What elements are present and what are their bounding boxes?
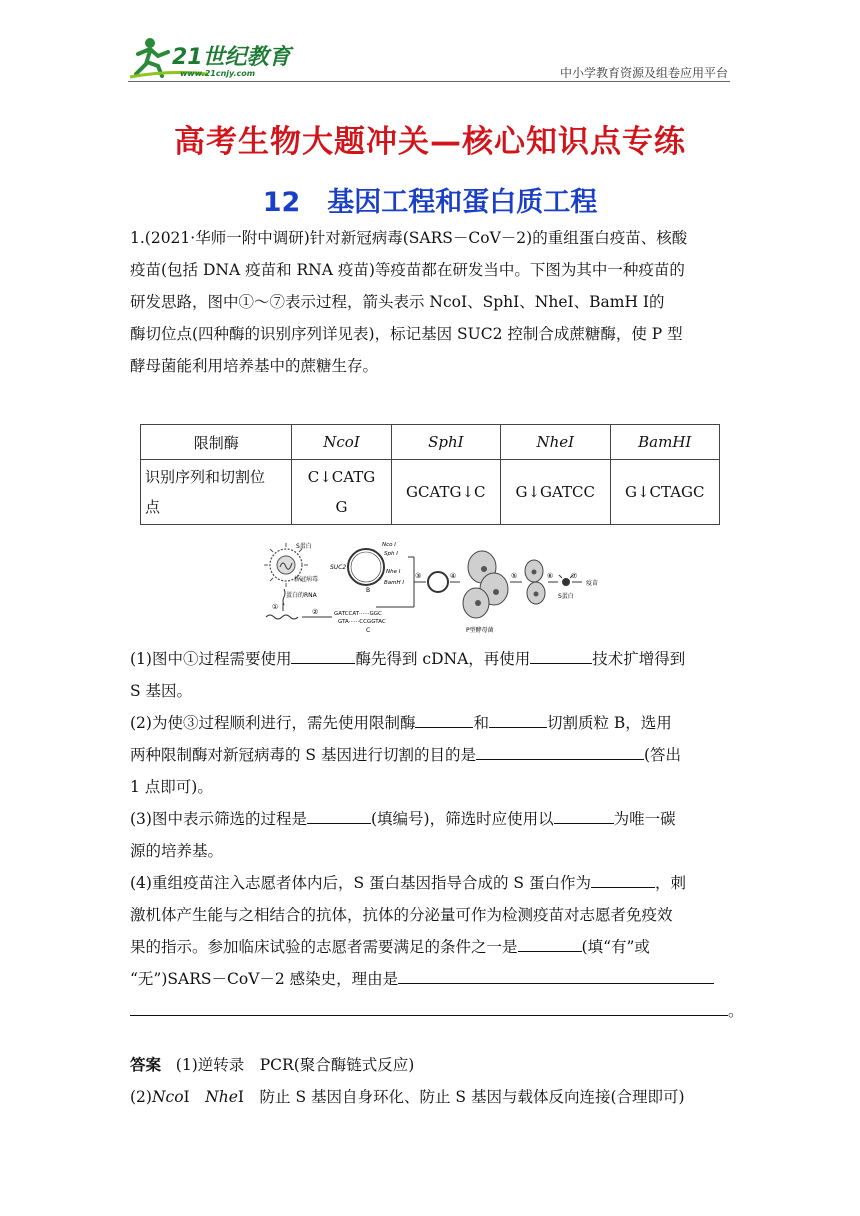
answer-blank[interactable] [130, 999, 728, 1016]
table-header-cell [391, 425, 500, 460]
q2-line: 1 点即可)。 [130, 778, 213, 796]
sub-questions [130, 643, 744, 1027]
plasmid-icon [348, 549, 384, 585]
row-label-line: 识别序列和切割位 [145, 468, 266, 486]
answer-blank[interactable] [307, 807, 371, 824]
step-2: ② [312, 608, 319, 616]
s-protein-label-2: S蛋白 [558, 593, 574, 600]
step-1: ① [272, 603, 279, 611]
q4-text: 果的指示。参加临床试验的志愿者需要满足的条件之一是 [130, 938, 518, 956]
table-row [141, 460, 720, 525]
answer-blank[interactable] [518, 935, 582, 952]
answer-line [130, 1049, 730, 1081]
q1-text: 技术扩增得到 [592, 650, 686, 668]
answer-section [130, 1049, 730, 1113]
enzyme-name: SphⅠ [428, 433, 464, 451]
step-7: ⑦ [571, 572, 578, 580]
q4-text: “无”)SARS－CoV－2 感染史，理由是 [130, 970, 399, 988]
table-header-row [141, 425, 720, 460]
virus-label: 新冠病毒 [294, 576, 319, 583]
seq-bottom: GTA······CCGGTAC [338, 619, 386, 625]
answer-blank[interactable] [530, 647, 592, 664]
answer-blank[interactable] [415, 711, 473, 728]
table-header-cell [292, 425, 391, 460]
question-intro [130, 222, 730, 382]
q4-text: 。 [728, 1002, 744, 1020]
q4-text: (4)重组疫苗注入志愿者体内后，S 蛋白基因指导合成的 S 蛋白作为 [130, 874, 591, 892]
rna-label: 蛋白的RNA [286, 592, 317, 599]
nco-site-line: G [335, 498, 348, 516]
q4-line [130, 963, 730, 995]
intro-line: 研发思路，图中①～⑦表示过程，箭头表示 NcoⅠ、SphⅠ、NheⅠ、BamH Ⅰ的 [130, 293, 665, 311]
seq-top: GATCCAT······GGC [334, 611, 382, 617]
nco-site [292, 460, 391, 525]
header-divider [128, 81, 730, 82]
q3-text: (3)图中表示筛选的过程是 [130, 810, 307, 828]
row-label [141, 460, 292, 525]
answer-label: 答案 [130, 1056, 162, 1074]
answer-blank[interactable] [489, 711, 547, 728]
recombinant-plasmid-icon [428, 572, 448, 592]
enzyme-table [140, 424, 720, 525]
fragment-c-label: C [366, 627, 371, 634]
answer-blank[interactable] [291, 647, 355, 664]
q2-line [130, 707, 730, 739]
table-header-cell: 限制酶 [141, 425, 292, 460]
sub-title: 12 基因工程和蛋白质工程 [262, 187, 598, 218]
q2-text: (2)为使③过程顺利进行，需先使用限制酶 [130, 714, 416, 732]
intro-line: 酶切位点(四种酶的识别序列详见表)，标记基因 SUC2 控制合成蔗糖酶，使 P 型 [130, 325, 683, 343]
q4-line [130, 931, 730, 963]
answer-line [130, 1081, 730, 1113]
platform-name: 中小学教育资源及组卷应用平台 [559, 66, 728, 80]
enzyme-name: BamHⅠ [638, 433, 692, 451]
row-label-line: 点 [145, 498, 161, 516]
table-header-cell [501, 425, 610, 460]
bam-site: G↓CTAGC [610, 460, 720, 525]
intro-line: 疫苗(包括 DNA 疫苗和 RNA 疫苗)等疫苗都在研发当中。下图为其中一种疫苗的 [130, 261, 685, 279]
enzyme-name: NheⅠ [536, 433, 575, 451]
sph-site-label: Sph Ⅰ [384, 551, 398, 557]
q2-text: 切割质粒 B，选用 [546, 714, 672, 732]
yeast-label: P型酵母菌 [466, 627, 494, 634]
suc2-label: SUC2 [330, 564, 347, 571]
selected-yeast-icon [525, 560, 545, 604]
step-4: ④ [450, 572, 457, 580]
intro-line: 1.(2021·华师一附中调研)针对新冠病毒(SARS－CoV－2)的重组蛋白疫苗、核酸 [130, 229, 688, 247]
answer-blank[interactable] [476, 743, 644, 760]
nhe-site: G↓GATCC [501, 460, 610, 525]
logo [128, 34, 298, 80]
vaccine-label: 疫苗 [586, 580, 599, 587]
bam-site-label: BamH Ⅰ [384, 580, 405, 586]
answer-text: (2) [130, 1088, 152, 1106]
answer-blank[interactable] [554, 807, 614, 824]
nco-site-label: Nco Ⅰ [382, 542, 396, 548]
q2-text: 两种限制酶对新冠病毒的 S 基因进行切割的目的是 [130, 746, 476, 764]
nco-site-line: C↓CATG [307, 468, 376, 486]
q1-text: 酶先得到 cDNA，再使用 [355, 650, 531, 668]
logo-text: 21世纪教育 [172, 45, 291, 70]
q4-line: 激机体产生能与之相结合的抗体，抗体的分泌量可作为检测疫苗对志愿者免疫效 [130, 906, 673, 924]
step-6: ⑥ [547, 572, 554, 580]
q4-text: (填“有”或 [581, 938, 650, 956]
intro-line: 酵母菌能利用培养基中的蔗糖生存。 [130, 357, 379, 375]
yeast-cells-icon [463, 551, 508, 618]
nhe-site-label: Nhe Ⅰ [386, 569, 401, 575]
q4-line [130, 867, 730, 899]
q3-line [130, 803, 730, 835]
enzyme-name: Nhe [205, 1088, 238, 1106]
q3-text: 为唯一碳 [613, 810, 676, 828]
q3-text: (填编号)，筛选时应使用以 [370, 810, 554, 828]
q1-line [130, 643, 730, 675]
enzyme-name: Nco [151, 1088, 184, 1106]
q4-text: ，刺 [654, 874, 686, 892]
page-header [128, 34, 728, 82]
sph-site: GCATG↓C [391, 460, 500, 525]
logo-url: www.21cnjy.com [180, 69, 256, 78]
s-protein-label: S蛋白 [296, 543, 312, 550]
plasmid-b-label: B [366, 587, 371, 594]
q3-line: 源的培养基。 [130, 842, 224, 860]
main-title: 高考生物大题冲关—核心知识点专练 [174, 124, 686, 160]
answer-blank[interactable] [591, 871, 655, 888]
q1-text: (1)图中①过程需要使用 [130, 650, 292, 668]
answer-text: Ⅰ 防止 S 基因自身环化、防止 S 基因与载体反向连接(合理即可) [237, 1088, 685, 1106]
enzyme-name: NcoⅠ [323, 433, 360, 451]
step-5: ⑤ [511, 572, 518, 580]
q1-line: S 基因。 [130, 682, 193, 700]
step-3: ③ [415, 572, 422, 580]
q4-line [130, 995, 744, 1027]
table-header-cell [610, 425, 720, 460]
q2-line [130, 739, 730, 771]
answer-blank[interactable] [398, 967, 714, 984]
q2-text: 和 [473, 714, 489, 732]
rna-strand [283, 589, 285, 605]
q2-text: (答出 [643, 746, 682, 764]
answer-text: Ⅰ [183, 1088, 206, 1106]
answer-text: (1)逆转录 PCR(聚合酶链式反应) [175, 1056, 415, 1074]
vaccine-process-diagram [256, 537, 616, 640]
dna-strand [266, 615, 298, 619]
